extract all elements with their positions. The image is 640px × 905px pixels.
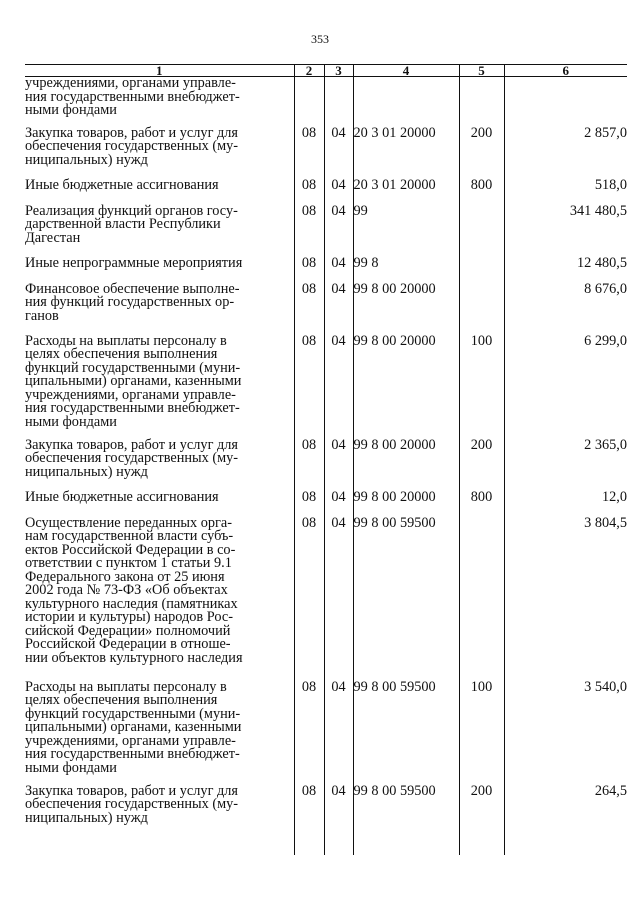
row-target-article-code: 20 3 01 20000 (353, 179, 459, 205)
row-section-code: 08 (294, 785, 324, 855)
row-subsection-code: 04 (324, 127, 353, 179)
row-name-line: дарственной власти Республики (25, 216, 221, 232)
row-target-article-code: 20 3 01 20000 (353, 127, 459, 179)
row-name (25, 254, 294, 283)
row-section-code: 08 (294, 439, 324, 491)
row-name-line: Финансовое обеспечение выполне- (25, 280, 240, 297)
table-row (25, 335, 627, 439)
row-section-code: 08 (294, 179, 324, 205)
row-section-code: 08 (294, 517, 324, 681)
row-section-code (294, 77, 324, 127)
row-section-code: 08 (294, 205, 324, 257)
table-row (25, 517, 627, 681)
row-name-line: ниципальных) нужд (25, 463, 148, 480)
table-row (25, 491, 627, 517)
table-row (25, 77, 627, 127)
row-name-line: Дагестан (25, 229, 81, 246)
row-expense-type-code (459, 77, 504, 127)
row-subsection-code: 04 (324, 517, 353, 681)
table-row (25, 681, 627, 785)
row-name (25, 280, 294, 335)
row-name-line: Иные непрограммные мероприятия (25, 254, 243, 271)
table-row (25, 127, 627, 179)
row-name-line: Иные бюджетные ассигнования (25, 176, 219, 193)
row-subsection-code: 04 (324, 785, 353, 855)
row-name (25, 124, 294, 179)
row-target-article-code: 99 8 00 59500 (353, 517, 459, 681)
row-name-line: ганов (25, 307, 59, 324)
table-row (25, 283, 627, 335)
row-name-line: учреждениями, органами управле- (25, 75, 236, 91)
row-name (25, 176, 294, 205)
row-section-code: 08 (294, 335, 324, 439)
row-name-line: целях обеспечения выполнения (25, 346, 218, 362)
row-name-line: ципальными) органами, казенными (25, 373, 242, 389)
row-name-line: Закупка товаров, работ и услуг для (25, 436, 238, 453)
row-amount: 2 365,0 (504, 439, 627, 491)
row-name-line: функций государственными (муни- (25, 705, 241, 722)
row-name-line: истории и культуры) народов Рос- (25, 609, 233, 625)
row-subsection-code: 04 (324, 681, 353, 785)
row-target-article-code: 99 8 (353, 257, 459, 283)
column-header-subsection: 3 (324, 65, 353, 77)
row-name-line: обеспечения государственных (му- (25, 796, 239, 812)
row-name-line: Федерального закона от 25 июня (25, 568, 225, 585)
row-subsection-code: 04 (324, 179, 353, 205)
row-amount: 8 676,0 (504, 283, 627, 335)
table-row (25, 439, 627, 491)
row-expense-type-code (459, 517, 504, 681)
row-section-code: 08 (294, 491, 324, 517)
row-expense-type-code: 800 (459, 491, 504, 517)
row-amount: 12 480,5 (504, 257, 627, 283)
row-section-code: 08 (294, 257, 324, 283)
row-name-line: Закупка товаров, работ и услуг для (25, 782, 238, 799)
row-name-line: ниципальных) нужд (25, 151, 148, 168)
row-name-line: ния государственными внебюджет- (25, 746, 240, 762)
row-expense-type-code: 100 (459, 335, 504, 439)
row-subsection-code: 04 (324, 335, 353, 439)
row-amount: 12,0 (504, 491, 627, 517)
row-subsection-code (324, 77, 353, 127)
row-name-line: ниципальных) нужд (25, 809, 148, 826)
row-target-article-code: 99 8 00 59500 (353, 681, 459, 785)
row-section-code: 08 (294, 681, 324, 785)
row-target-article-code: 99 8 00 20000 (353, 439, 459, 491)
row-expense-type-code (459, 283, 504, 335)
row-name-line: учреждениями, органами управле- (25, 732, 236, 749)
row-expense-type-code (459, 257, 504, 283)
page-number: 353 (311, 32, 329, 46)
row-amount: 6 299,0 (504, 335, 627, 439)
row-name-line: ответствии с пунктом 1 статьи 9.1 (25, 555, 232, 571)
row-name-line: ектов Российской Федерации в со- (25, 541, 236, 558)
row-amount: 341 480,5 (504, 205, 627, 257)
row-name-line: ния государственными внебюджет- (25, 400, 240, 416)
table-row (25, 205, 627, 257)
row-target-article-code: 99 8 00 20000 (353, 335, 459, 439)
row-name-line: функций государственными (муни- (25, 359, 241, 376)
row-subsection-code: 04 (324, 283, 353, 335)
row-name (25, 332, 294, 439)
row-name-line: сийской Федерации» полномочий (25, 622, 231, 639)
row-expense-type-code: 200 (459, 127, 504, 179)
row-expense-type-code (459, 205, 504, 257)
row-amount: 518,0 (504, 179, 627, 205)
row-target-article-code: 99 8 00 59500 (353, 785, 459, 855)
row-subsection-code: 04 (324, 491, 353, 517)
row-target-article-code: 99 (353, 205, 459, 257)
table-row (25, 257, 627, 283)
row-name-line: ными фондами (25, 102, 117, 118)
row-name (25, 202, 294, 257)
row-name-line: Иные бюджетные ассигнования (25, 488, 219, 505)
row-name-line: учреждениями, органами управле- (25, 386, 236, 403)
row-name-line: нам государственной власти субъ- (25, 528, 234, 544)
row-name-line: Расходы на выплаты персоналу в (25, 332, 227, 349)
column-header-amount: 6 (504, 65, 627, 77)
row-name-line: ния функций государственных ор- (25, 294, 235, 310)
row-target-article-code (353, 77, 459, 127)
row-name-line: Осуществление переданных орга- (25, 514, 233, 531)
row-name-line: Российской Федерации в отноше- (25, 636, 231, 652)
row-amount: 3 804,5 (504, 517, 627, 681)
table-row (25, 785, 627, 855)
row-name (25, 77, 294, 127)
row-amount: 2 857,0 (504, 127, 627, 179)
row-name (25, 678, 294, 785)
row-name-line: культурного наследия (памятниках (25, 595, 238, 612)
row-expense-type-code: 200 (459, 785, 504, 855)
row-name-line: ными фондами (25, 759, 117, 776)
column-header-expense-type: 5 (459, 65, 504, 77)
row-expense-type-code: 100 (459, 681, 504, 785)
budget-table (25, 64, 627, 855)
row-target-article-code: 99 8 00 20000 (353, 283, 459, 335)
row-target-article-code: 99 8 00 20000 (353, 491, 459, 517)
row-name-line: обеспечения государственных (му- (25, 138, 239, 154)
row-name (25, 488, 294, 517)
table-row (25, 179, 627, 205)
row-name-line: Реализация функций органов госу- (25, 202, 238, 219)
row-section-code: 08 (294, 283, 324, 335)
row-name-line: Расходы на выплаты персоналу в (25, 678, 227, 695)
row-name-line: ципальными) органами, казенными (25, 719, 242, 735)
row-name-line: нии объектов культурного наследия (25, 649, 243, 666)
column-header-target-article: 4 (353, 65, 459, 77)
row-name-line: ными фондами (25, 413, 117, 430)
row-name-line: Закупка товаров, работ и услуг для (25, 124, 238, 141)
row-amount: 3 540,0 (504, 681, 627, 785)
row-name-line: ния государственными внебюджет- (25, 88, 240, 105)
row-amount: 264,5 (504, 785, 627, 855)
column-header-name: 1 (25, 65, 294, 77)
column-header-section: 2 (294, 65, 324, 77)
row-expense-type-code: 200 (459, 439, 504, 491)
row-name (25, 436, 294, 491)
table-body (25, 77, 627, 855)
row-section-code: 08 (294, 127, 324, 179)
row-subsection-code: 04 (324, 439, 353, 491)
row-name-line: 2002 года № 73-ФЗ «Об объектах (25, 582, 228, 598)
row-name-line: обеспечения государственных (му- (25, 450, 239, 466)
row-name-line: целях обеспечения выполнения (25, 692, 218, 708)
row-amount (504, 77, 627, 127)
row-subsection-code: 04 (324, 257, 353, 283)
row-subsection-code: 04 (324, 205, 353, 257)
row-expense-type-code: 800 (459, 179, 504, 205)
row-name (25, 514, 294, 681)
row-name (25, 782, 294, 855)
